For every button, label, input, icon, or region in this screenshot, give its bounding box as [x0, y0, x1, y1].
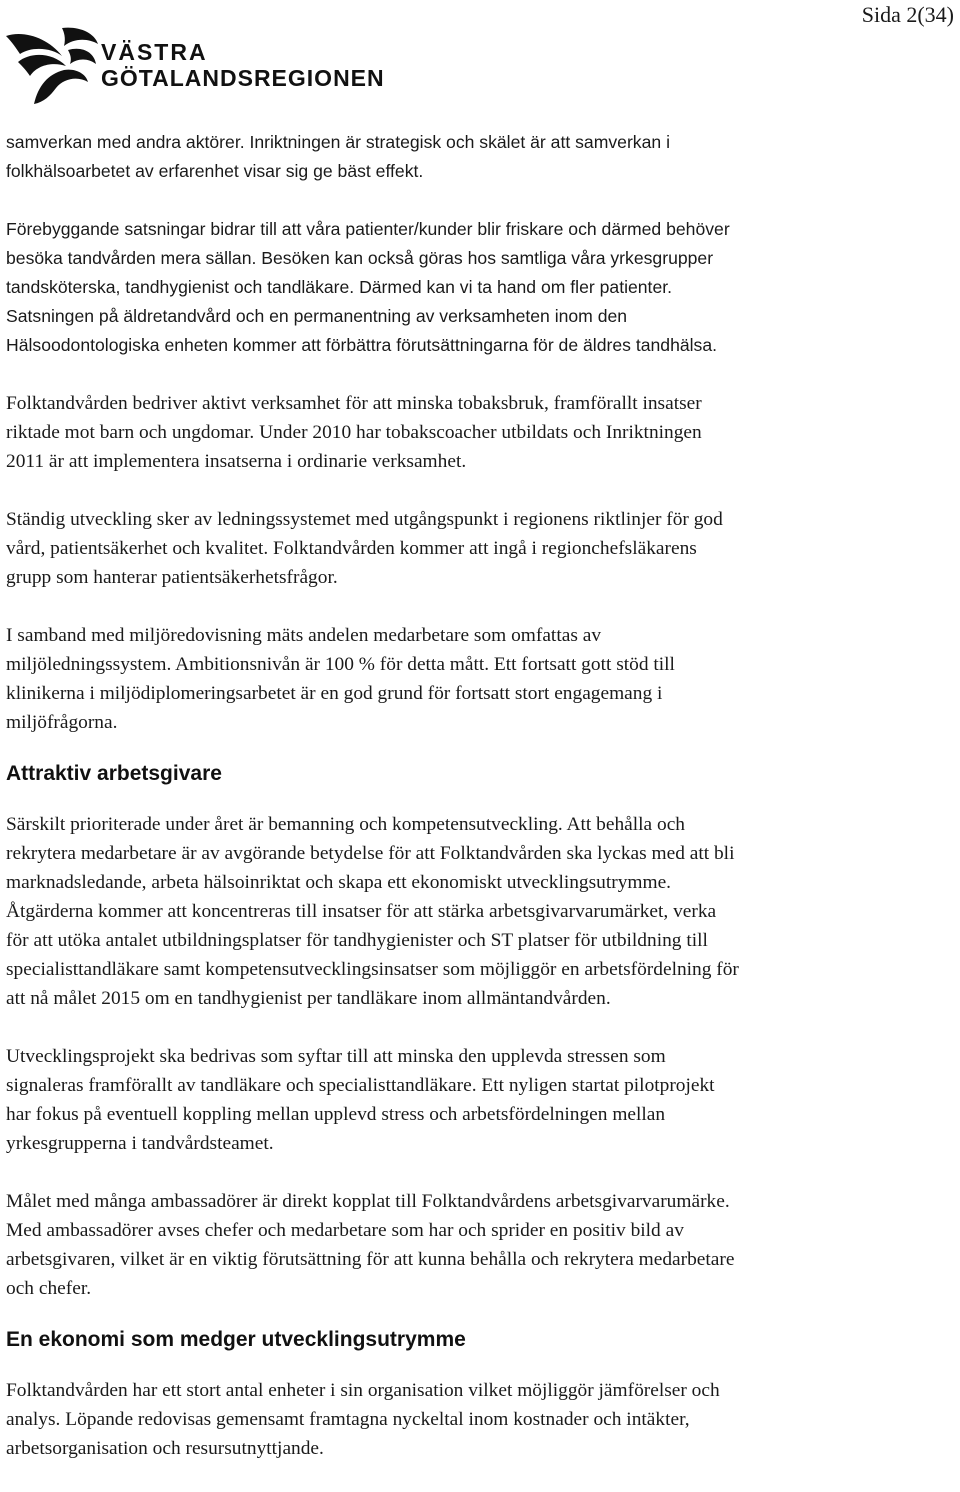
text-line: riktade mot barn och ungdomar. Under 2010 har tobakscoacher utbildats och Inriktningen	[6, 422, 702, 443]
paragraph-spacer	[6, 476, 956, 505]
section-heading: En ekonomi som medger utvecklingsutrymme	[6, 1328, 466, 1351]
logo-line1: VÄSTRA	[101, 39, 208, 65]
text-line: och chefer.	[6, 1278, 92, 1299]
text-line: yrkesgrupperna i tandvårdsteamet.	[6, 1133, 274, 1154]
paragraph	[6, 1042, 956, 1158]
paragraph-spacer	[6, 360, 956, 389]
text-line: Förebyggande satsningar bidrar till att våra patienter/kunder blir friskare och därmed behöver	[6, 219, 730, 239]
text-line: arbetsorganisation och resursutnyttjande.	[6, 1438, 324, 1459]
paragraph	[6, 810, 956, 1013]
logo-line2: GÖTALANDSREGIONEN	[101, 65, 385, 91]
paragraph	[6, 621, 956, 737]
paragraph-spacer	[6, 1013, 956, 1042]
text-line: Åtgärderna kommer att koncentreras till insatser för att stärka arbetsgivarvarumärket, verka	[6, 901, 717, 922]
paragraph	[6, 128, 956, 186]
text-line: besöka tandvården mera sällan. Besöken kan också göras hos samtliga våra yrkesgrupper	[6, 248, 714, 268]
text-line: har fokus på eventuell koppling mellan upplevd stress och arbetsfördelningen mellan	[6, 1104, 666, 1125]
text-line: signaleras framförallt av tandläkare och specialisttandläkare. Ett nyligen startat pilotprojekt	[6, 1075, 715, 1096]
text-line: rekrytera medarbetare är av avgörande betydelse för att Folktandvården ska lyckas med att bli	[6, 843, 735, 864]
logo-emblem-icon	[4, 26, 389, 108]
text-line: Folktandvården bedriver aktivt verksamhet för att minska tobaksbruk, framförallt insatser	[6, 393, 702, 414]
text-line: samverkan med andra aktörer. Inriktningen är strategisk och skälet är att samverkan i	[6, 132, 670, 152]
text-line: Ständig utveckling sker av ledningssystemet med utgångspunkt i regionens riktlinjer för god	[6, 509, 723, 530]
paragraph	[6, 505, 956, 592]
paragraph-spacer	[6, 1158, 956, 1187]
text-line: analys. Löpande redovisas gemensamt framtagna nyckeltal inom kostnader och intäkter,	[6, 1409, 690, 1430]
text-line: vård, patientsäkerhet och kvalitet. Folktandvården kommer att ingå i regionchefsläkarens	[6, 538, 697, 559]
text-line: klinikerna i miljödiplomeringsarbetet är en god grund för fortsatt stort engagemang i	[6, 683, 663, 704]
text-line: miljöledningssystem. Ambitionsnivån är 100 % för detta mått. Ett fortsatt gott stöd till	[6, 654, 675, 675]
text-line: Med ambassadörer avses chefer och medarbetare som har och sprider en positiv bild av	[6, 1220, 684, 1241]
text-line: specialisttandläkare samt kompetensutvecklingsinsatser som möjliggör en arbetsfördelning för	[6, 959, 739, 980]
text-line: grupp som hanterar patientsäkerhetsfrågor.	[6, 567, 338, 588]
text-line: I samband med miljöredovisning mäts andelen medarbetare som omfattas av	[6, 625, 602, 646]
text-line: Folktandvården har ett stort antal enheter i sin organisation vilket möjliggör jämförelser och	[6, 1380, 720, 1401]
text-line: Hälsoodontologiska enheten kommer att förbättra förutsättningarna för de äldres tandhälsa.	[6, 335, 718, 355]
paragraph	[6, 215, 956, 360]
text-line: Utvecklingsprojekt ska bedrivas som syftar till att minska den upplevda stressen som	[6, 1046, 666, 1067]
paragraph	[6, 1376, 956, 1463]
text-line: miljöfrågorna.	[6, 712, 118, 733]
text-line: Målet med många ambassadörer är direkt kopplat till Folktandvårdens arbetsgivarvarumärke.	[6, 1191, 730, 1212]
text-line: Satsningen på äldretandvård och en permanentning av verksamheten inom den	[6, 306, 628, 326]
text-line: folkhälsoarbetet av erfarenhet visar sig ge bäst effekt.	[6, 161, 424, 181]
text-line: Särskilt prioriterade under året är bemanning och kompetensutveckling. Att behålla och	[6, 814, 685, 835]
text-line: tandsköterska, tandhygienist och tandläkare. Därmed kan vi ta hand om fler patienter.	[6, 277, 673, 297]
page-number: Sida 2(34)	[861, 2, 954, 27]
text-line: arbetsgivaren, vilket är en viktig förutsättning för att kunna behålla och rekrytera medarbetare	[6, 1249, 735, 1270]
paragraph-spacer	[6, 186, 956, 215]
paragraph-spacer	[6, 1354, 956, 1376]
paragraph	[6, 389, 956, 476]
paragraph-spacer	[6, 1303, 956, 1325]
paragraph-spacer	[6, 592, 956, 621]
section-heading: Attraktiv arbetsgivare	[6, 762, 222, 785]
text-line: att nå målet 2015 om en tandhygienist per tandläkare inom allmäntandvården.	[6, 988, 611, 1009]
text-line: 2011 är att implementera insatserna i ordinarie verksamhet.	[6, 451, 467, 472]
text-line: för att utöka antalet utbildningsplatser för tandhygienister och ST platser för utbildning till	[6, 930, 708, 951]
paragraph-spacer	[6, 737, 956, 759]
document-body	[6, 128, 956, 1463]
paragraph-spacer	[6, 788, 956, 810]
paragraph	[6, 1187, 956, 1303]
vastra-gotalandsregionen-logo	[4, 26, 389, 108]
text-line: marknadsledande, arbeta hälsoinriktat och skapa ett ekonomiskt utvecklingsutrymme.	[6, 872, 672, 893]
